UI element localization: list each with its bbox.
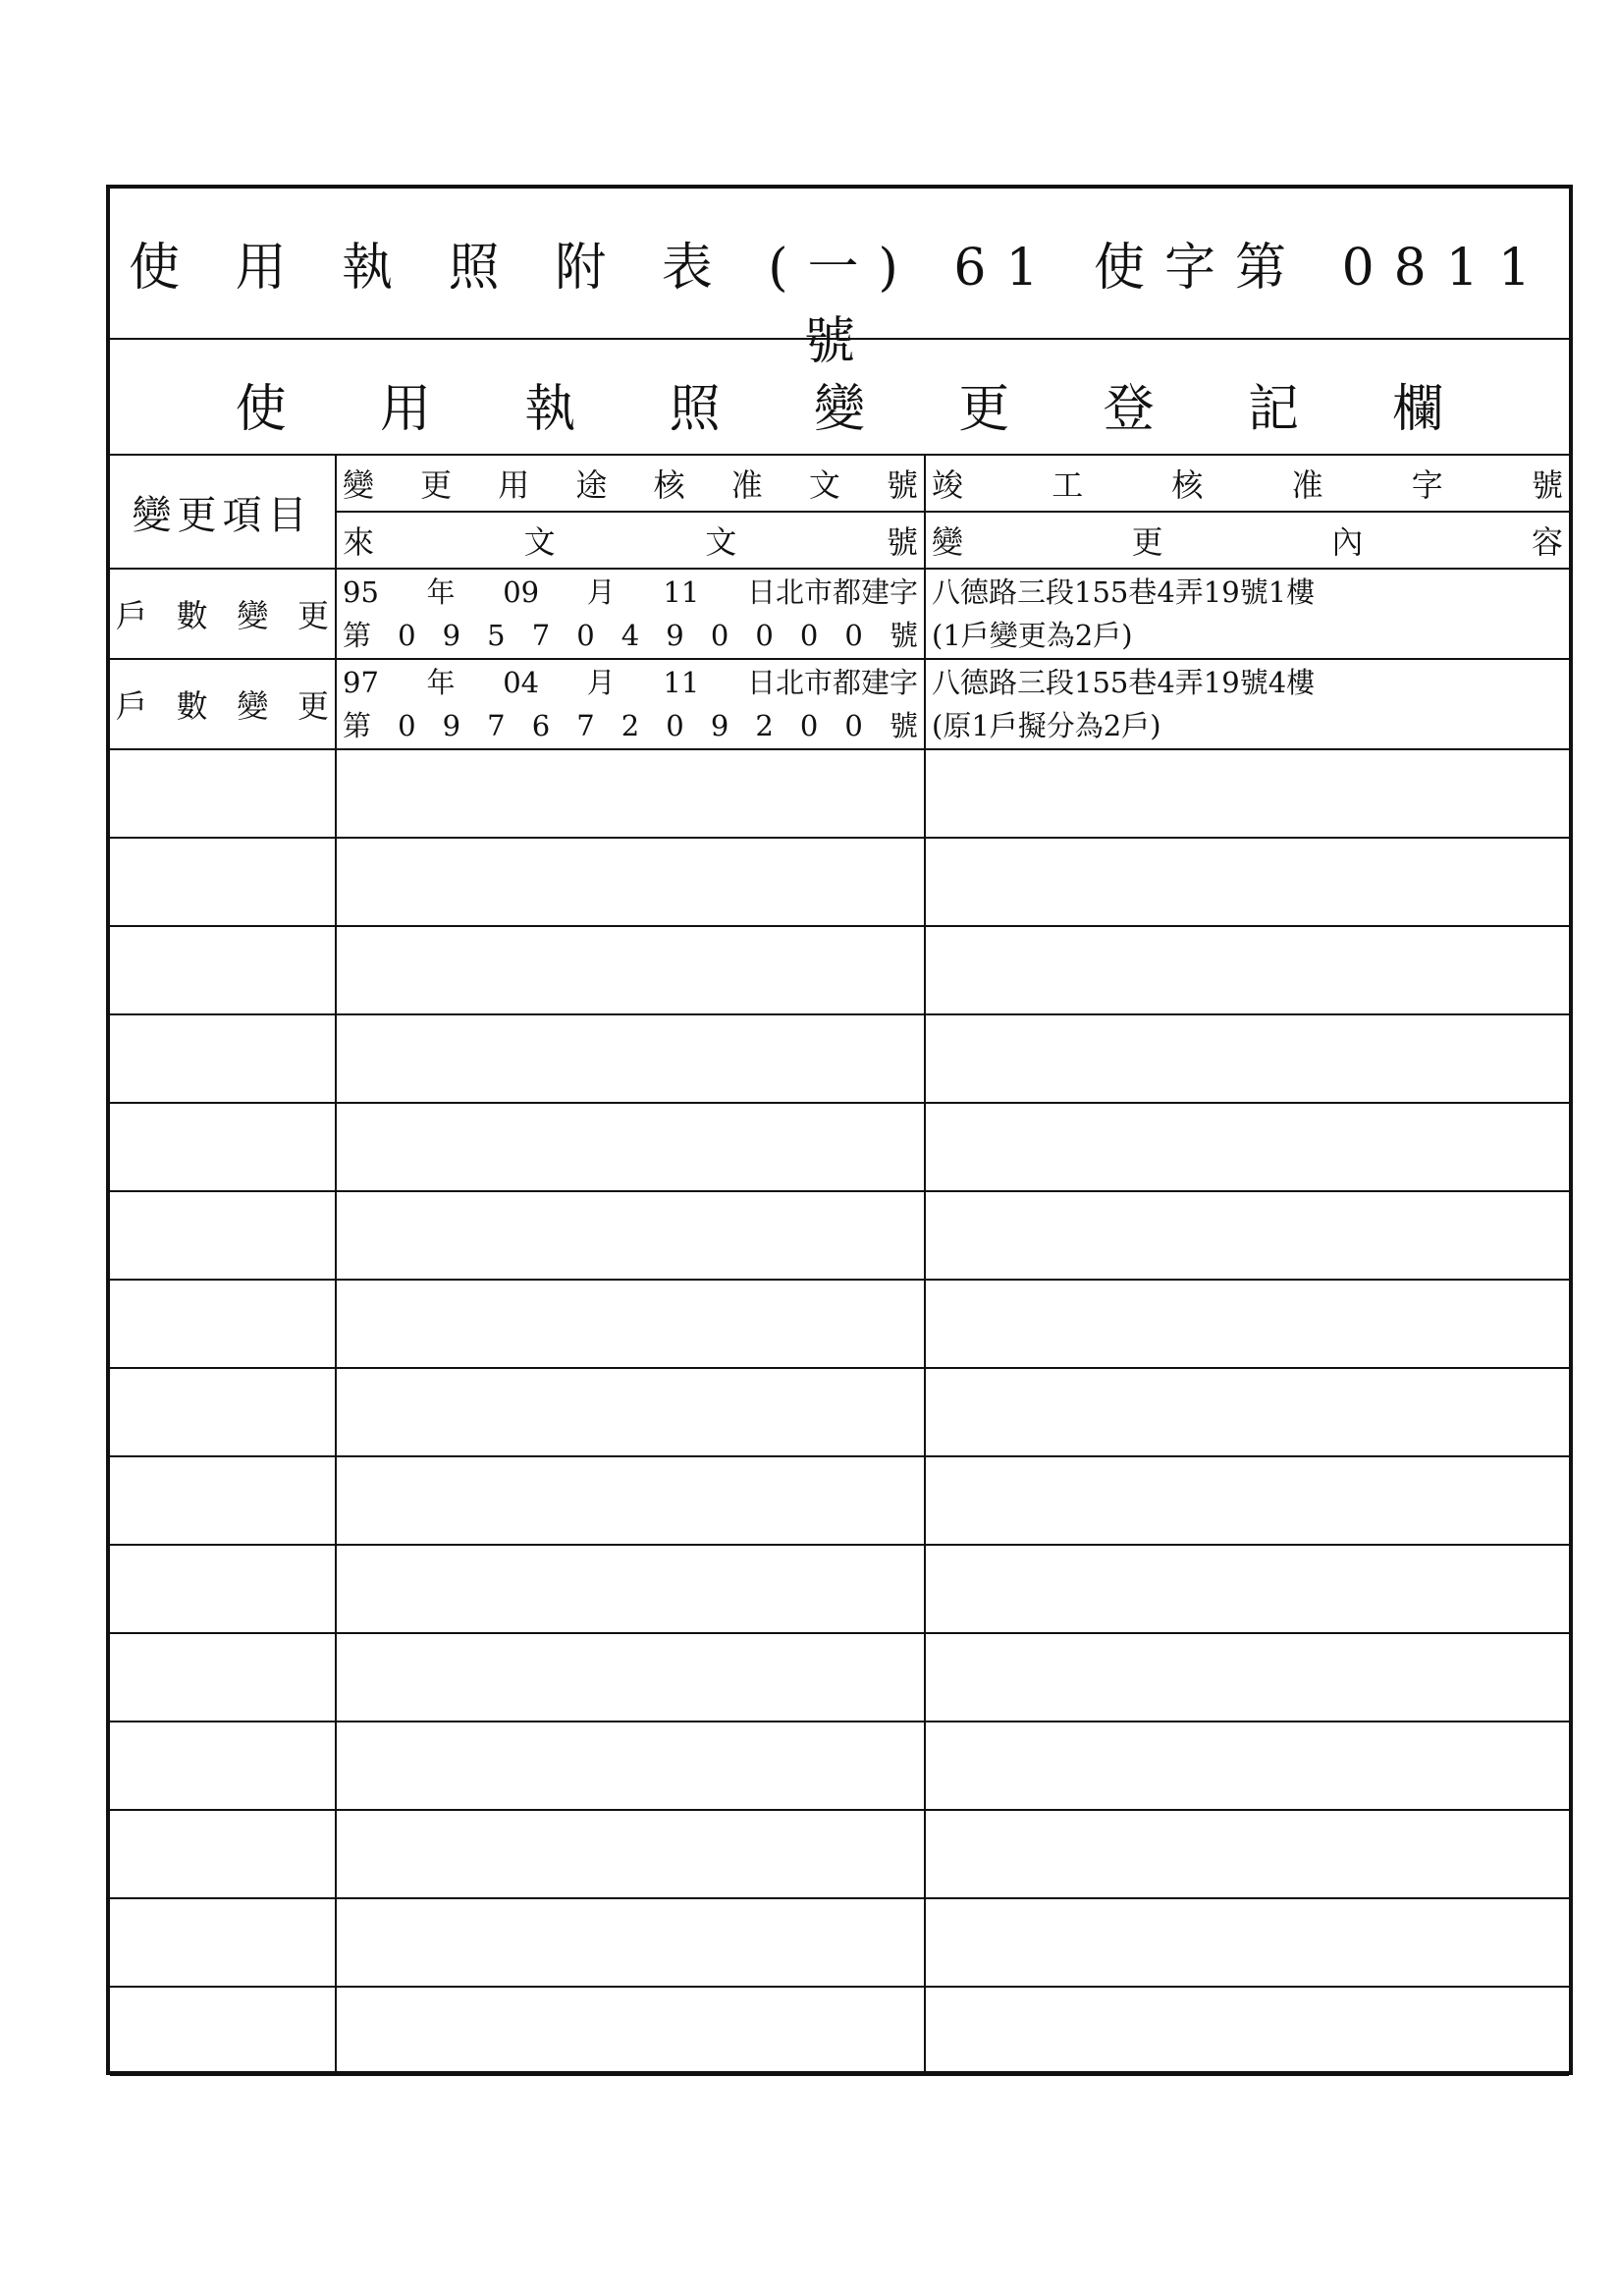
empty-cell	[336, 1191, 925, 1280]
empty-row	[110, 1545, 1569, 1633]
header-char: 來	[343, 523, 375, 561]
doc-token: 9	[442, 619, 461, 652]
empty-cell	[336, 1987, 925, 2075]
doc-token: 日北市都建字	[746, 666, 918, 699]
section-title-char: 記	[1247, 380, 1299, 439]
header-char: 文	[705, 523, 737, 561]
empty-cell	[336, 1103, 925, 1191]
doc-token: 0	[799, 619, 819, 652]
empty-cell	[336, 749, 925, 838]
empty-cell	[336, 1545, 925, 1633]
doc-token: 2	[620, 709, 640, 742]
change-item-header: 變更項目	[110, 455, 336, 569]
content-address: 八德路三段155巷4弄19號1樓	[932, 575, 1316, 609]
empty-cell	[336, 1368, 925, 1456]
doc-token: 第	[343, 709, 372, 742]
empty-cell	[110, 1191, 336, 1280]
doc-token: 0	[666, 709, 684, 742]
approval-doc-header	[336, 455, 925, 512]
empty-cell	[336, 1722, 925, 1810]
empty-cell	[925, 1368, 1569, 1456]
doc-token: 月	[586, 666, 616, 699]
empty-cell	[336, 1898, 925, 1987]
doc-token: 0	[398, 709, 416, 742]
empty-row	[110, 1898, 1569, 1987]
doc-token: 7	[531, 619, 551, 652]
section-title-char: 登	[1103, 380, 1155, 439]
empty-cell	[336, 1633, 925, 1722]
empty-cell	[110, 1103, 336, 1191]
change-content-header	[925, 512, 1569, 569]
header-char: 號	[1531, 466, 1563, 504]
empty-row	[110, 749, 1569, 838]
section-band	[110, 338, 1569, 456]
license-annex-form	[106, 185, 1573, 2075]
empty-row	[110, 1103, 1569, 1191]
doc-token: 日北市都建字	[746, 575, 918, 609]
header-char: 文	[808, 466, 840, 504]
empty-cell	[110, 1545, 336, 1633]
table-row	[110, 659, 1569, 749]
doc-token: 號	[889, 619, 918, 652]
change-item-cell	[110, 659, 336, 749]
doc-token: 4	[620, 619, 640, 652]
empty-cell	[336, 1280, 925, 1368]
item-char: 變	[237, 687, 269, 725]
doc-token: 6	[531, 709, 551, 742]
empty-cell	[336, 1456, 925, 1545]
incoming-doc-header	[336, 512, 925, 569]
empty-cell	[110, 1722, 336, 1810]
empty-cell	[110, 1898, 336, 1987]
doc-token: 9	[666, 619, 684, 652]
doc-token: 11	[663, 666, 700, 699]
header-char: 更	[420, 466, 453, 504]
section-title	[110, 367, 1569, 441]
item-char: 更	[297, 687, 329, 725]
empty-cell	[925, 1456, 1569, 1545]
empty-cell	[110, 1368, 336, 1456]
empty-row	[110, 1810, 1569, 1898]
empty-row	[110, 1280, 1569, 1368]
content-note: (原1戶擬分為2戶)	[932, 709, 1161, 742]
empty-cell	[925, 1722, 1569, 1810]
empty-cell	[110, 926, 336, 1014]
empty-cell	[336, 926, 925, 1014]
item-char: 戶	[116, 687, 148, 725]
section-title-char: 執	[524, 380, 576, 439]
empty-cell	[925, 749, 1569, 838]
empty-cell	[925, 1545, 1569, 1633]
doc-token: 04	[503, 666, 540, 699]
doc-token: 0	[755, 619, 774, 652]
empty-cell	[336, 838, 925, 926]
header-char: 途	[575, 466, 608, 504]
doc-token: 0	[844, 619, 863, 652]
empty-row	[110, 1633, 1569, 1722]
empty-cell	[925, 1103, 1569, 1191]
title-band	[110, 189, 1569, 371]
header-char: 核	[653, 466, 685, 504]
content-address: 八德路三段155巷4弄19號4樓	[932, 666, 1316, 699]
item-char: 變	[237, 597, 269, 634]
doc-token: 年	[426, 575, 456, 609]
section-title-char: 用	[379, 380, 431, 439]
section-title-char: 變	[813, 380, 865, 439]
empty-cell	[925, 1898, 1569, 1987]
doc-token: 97	[343, 666, 379, 699]
item-char: 更	[297, 597, 329, 634]
item-char: 戶	[116, 597, 148, 634]
header-char: 號	[886, 466, 918, 504]
doc-number-cell	[336, 569, 925, 659]
item-char: 數	[176, 597, 208, 634]
empty-cell	[110, 1987, 336, 2075]
empty-cell	[925, 1191, 1569, 1280]
empty-cell	[110, 1633, 336, 1722]
content-note: (1戶變更為2戶)	[932, 619, 1133, 652]
empty-row	[110, 1456, 1569, 1545]
doc-token: 年	[426, 666, 456, 699]
section-title-char: 更	[958, 380, 1010, 439]
header-char: 變	[932, 523, 964, 561]
empty-row	[110, 1014, 1569, 1103]
empty-cell	[110, 1280, 336, 1368]
empty-cell	[336, 1014, 925, 1103]
empty-cell	[925, 1280, 1569, 1368]
header-char: 更	[1131, 523, 1163, 561]
header-char: 文	[523, 523, 556, 561]
doc-token: 0	[710, 619, 729, 652]
header-char: 工	[1052, 466, 1084, 504]
empty-cell	[110, 1456, 336, 1545]
completion-approval-header	[925, 455, 1569, 512]
change-content-cell	[925, 659, 1569, 749]
doc-number-cell	[336, 659, 925, 749]
header-row-1	[110, 455, 1569, 512]
header-char: 號	[886, 523, 918, 561]
header-char: 字	[1411, 466, 1443, 504]
change-item-cell	[110, 569, 336, 659]
header-char: 核	[1171, 466, 1204, 504]
doc-token: 號	[889, 709, 918, 742]
change-register-table	[110, 454, 1569, 2076]
table-row	[110, 569, 1569, 659]
empty-row	[110, 926, 1569, 1014]
item-char: 數	[176, 687, 208, 725]
empty-cell	[110, 838, 336, 926]
header-char: 變	[343, 466, 375, 504]
doc-token: 月	[586, 575, 616, 609]
empty-cell	[925, 1987, 1569, 2075]
section-title-char: 照	[669, 380, 721, 439]
header-char: 竣	[932, 466, 964, 504]
header-char: 准	[730, 466, 763, 504]
doc-token: 5	[487, 619, 506, 652]
doc-token: 2	[755, 709, 774, 742]
header-char: 內	[1331, 523, 1364, 561]
doc-token: 第	[343, 619, 372, 652]
empty-cell	[110, 1810, 336, 1898]
empty-row	[110, 1987, 1569, 2075]
doc-token: 11	[663, 575, 700, 609]
doc-token: 7	[576, 709, 595, 742]
empty-cell	[925, 838, 1569, 926]
doc-token: 0	[844, 709, 863, 742]
empty-cell	[336, 1810, 925, 1898]
empty-cell	[110, 1014, 336, 1103]
empty-cell	[925, 926, 1569, 1014]
empty-cell	[110, 749, 336, 838]
empty-row	[110, 1191, 1569, 1280]
doc-token: 09	[503, 575, 540, 609]
empty-cell	[925, 1810, 1569, 1898]
page-title: 使 用 執 照 附 表 (一) 61 使字第 0811 號	[129, 239, 1550, 371]
doc-token: 7	[487, 709, 506, 742]
doc-token: 9	[710, 709, 729, 742]
empty-row	[110, 1722, 1569, 1810]
doc-token: 0	[576, 619, 595, 652]
doc-token: 9	[442, 709, 461, 742]
change-content-cell	[925, 569, 1569, 659]
empty-cell	[925, 1633, 1569, 1722]
section-title-char: 使	[235, 380, 287, 439]
doc-token: 0	[799, 709, 819, 742]
header-char: 容	[1531, 523, 1563, 561]
empty-row	[110, 838, 1569, 926]
header-char: 用	[498, 466, 530, 504]
header-char: 准	[1291, 466, 1323, 504]
doc-token: 95	[343, 575, 379, 609]
doc-token: 0	[398, 619, 416, 652]
empty-cell	[925, 1014, 1569, 1103]
empty-row	[110, 1368, 1569, 1456]
section-title-char: 欄	[1392, 380, 1444, 439]
